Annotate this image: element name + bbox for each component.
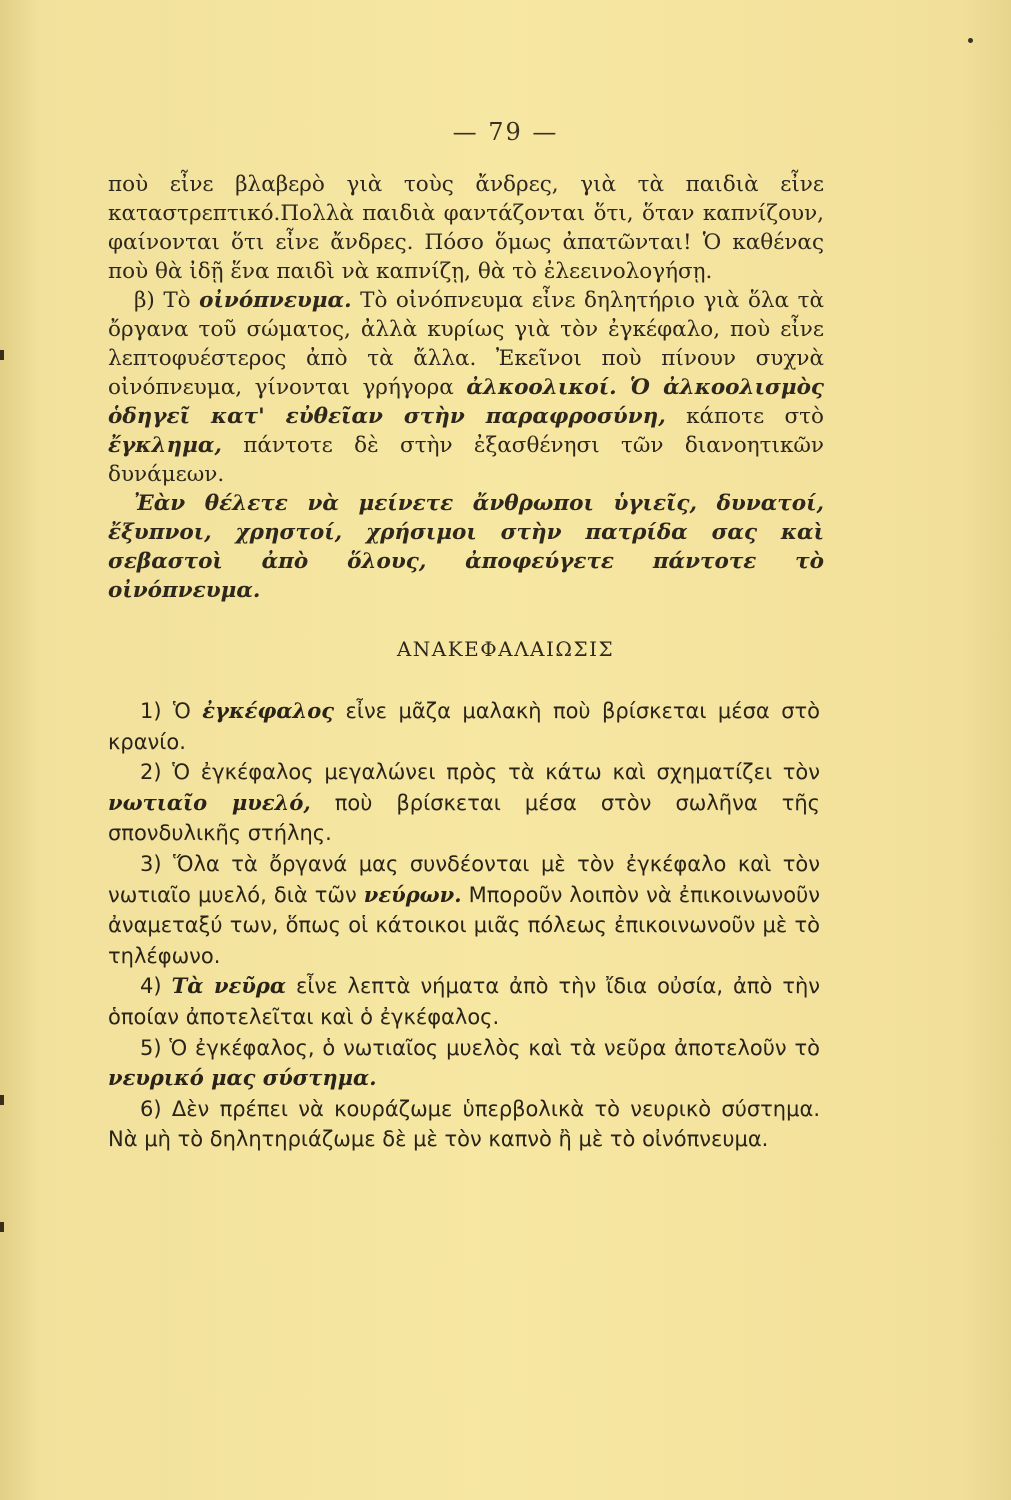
text-run: 3) Ὅλα τὰ ὄργανά μας συνδέονται μὲ τὸν ἐγκέφαλο καὶ τὸν νωτιαῖο μυελό, διὰ τῶν <box>108 851 820 907</box>
emphasis: Τὰ νεῦρα <box>171 973 287 999</box>
text-run: 6) Δὲν πρέπει νὰ κουράζωμε ὑπερβολικὰ τὸ νευρικὸ σύστημα. Νὰ μὴ τὸ δηλητηριάζωμε δὲ μὲ τὸν καπνὸ ἢ μὲ τὸ οἰνόπνευμα. <box>108 1096 820 1152</box>
text-run: Τὸ οἰνόπνευμα εἶνε δηλητήριο γιὰ ὅλα τὰ ὄργανα τοῦ σώματος, ἀλλὰ κυρίως γιὰ τὸν ἐγκέφαλο, ποὺ εἶνε λεπτοφυέστερος ἀπὸ τὰ ἄλλα. Ἐκεῖνοι ποὺ πίνουν συχνὰ οἰνόπνευμα, γίνονται γρήγορα <box>108 288 824 400</box>
text-run: 5) Ὁ ἐγκέφαλος, ὁ νωτιαῖος μυελὸς καὶ τὰ νεῦρα ἀποτελοῦν τὸ <box>140 1035 820 1060</box>
text-run: Μποροῦν λοιπὸν νὰ ἐπικοινωνοῦν ἀναμεταξύ των, ὅπως οἱ κάτοικοι μιᾶς πόλεως ἐπικοινωνοῦν μὲ τὸ τηλέφωνο. <box>108 882 820 968</box>
summary-item <box>108 1033 820 1094</box>
summary-list <box>108 696 820 1155</box>
summary-item <box>108 696 820 757</box>
ink-speck <box>968 38 973 43</box>
section-title: ΑΝΑΚΕΦΑΛΑΙΩΣΙΣ <box>396 637 615 661</box>
margin-mark <box>0 1222 4 1232</box>
text-run: ποὺ βρίσκεται μέσα στὸν σωλῆνα τῆς σπονδυλικῆς στήλης. <box>108 790 820 846</box>
summary-item <box>108 757 820 849</box>
summary-item <box>108 971 820 1032</box>
emphasis: ἔγκλημα, <box>108 433 222 458</box>
emphasis: νεύρων. <box>363 881 462 907</box>
text-run: 4) <box>140 974 172 999</box>
emphasis: νωτιαῖο μυελό, <box>108 789 311 815</box>
text-run: πάντοτε δὲ στὴν ἐξασθένησι τῶν διανοητικῶν δυνάμεων. <box>108 433 824 487</box>
main-text <box>108 170 824 605</box>
emphasis: νευρικό μας σύστημα. <box>108 1065 377 1091</box>
paragraph-advice: Ἐὰν θέλετε νὰ μείνετε ἄνθρωποι ὑγιεῖς, δυνατοί, ἔξυπνοι, χρηστοί, χρήσιμοι στὴν πατρίδα σας καὶ σεβαστοὶ ἀπὸ ὅλους, ἀποφεύγετε πάντοτε τὸ οἰνόπνευμα. <box>108 491 824 603</box>
emphasis: ἀλκοολικοί. Ὁ ἀλκοολισμὸς ὁδηγεῖ κατ' εὐθεῖαν στὴν παραφροσύνη, <box>108 375 825 429</box>
text-run: β) Τὸ <box>134 288 200 313</box>
text-run: 1) Ὁ <box>140 699 203 723</box>
emphasis: οἰνόπνευμα. <box>199 288 352 313</box>
emphasis: ἐγκέφαλος <box>202 698 335 723</box>
text-run: 2) Ὁ ἐγκέφαλος μεγαλώνει πρὸς τὰ κάτω καὶ σχηματίζει τὸν <box>140 760 820 785</box>
paragraph-smoking: ποὺ εἶνε βλαβερὸ γιὰ τοὺς ἄνδρες, γιὰ τὰ παιδιὰ εἶνε καταστρεπτικό.Πολλὰ παιδιὰ φαντάζονται ὅτι, ὅταν καπνίζουν, φαίνονται ὅτι εἶνε ἄνδρες. Πόσο ὅμως ἀπατῶνται! Ὁ καθένας ποὺ θὰ ἰδῇ ἕνα παιδὶ νὰ καπνίζῃ, θὰ τὸ ἐλεεινολογήσῃ. <box>108 172 824 284</box>
summary-item <box>108 849 820 971</box>
page-number: — 79 — <box>452 118 559 146</box>
summary-item <box>108 1094 820 1155</box>
text-run: εἶνε λεπτὰ νήματα ἀπὸ τὴν ἴδια οὐσία, ἀπὸ τὴν ὁποίαν ἀποτελεῖται καὶ ὁ ἐγκέφαλος. <box>108 974 821 1029</box>
margin-mark <box>0 350 4 360</box>
text-run: κάποτε στὸ <box>665 404 825 429</box>
text-run: εἶνε μᾶζα μαλακὴ ποὺ βρίσκεται μέσα στὸ κρανίο. <box>108 699 821 754</box>
margin-mark <box>0 1095 4 1105</box>
paragraph-alcohol <box>108 286 824 489</box>
